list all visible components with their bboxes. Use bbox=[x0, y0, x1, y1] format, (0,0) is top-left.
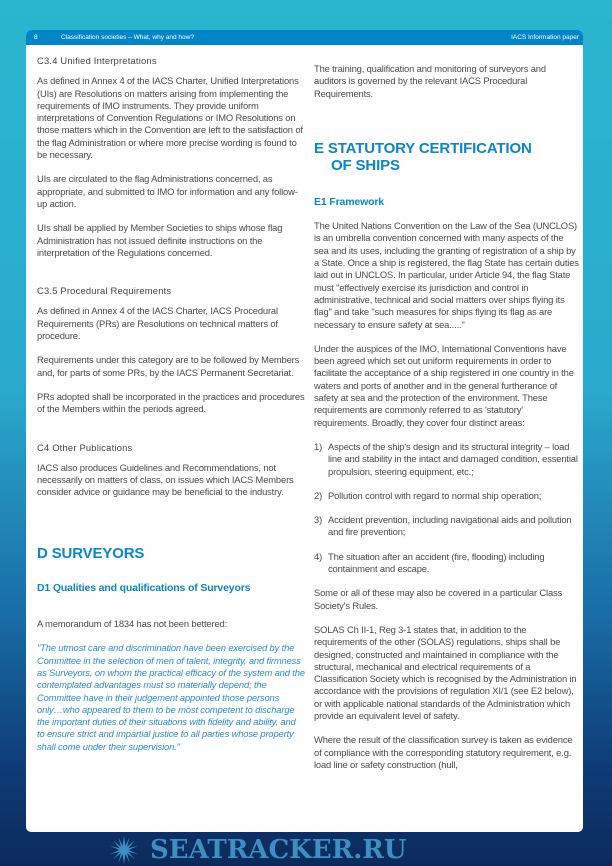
heading-e-line1: E STATUTORY CERTIFICATION bbox=[314, 139, 532, 157]
paragraph: UIs are circulated to the flag Administrations concerned, as appropriate, and submitted to IMO for information and any follow-up action. bbox=[37, 173, 298, 209]
list-text: Pollution control with regard to normal ship operation; bbox=[328, 489, 542, 501]
paragraph: The United Nations Convention on the Law of the Sea (UNCLOS) is an umbrella convention concerned with many aspects of the sea and its uses, including the granting of registration of a ship by a State. Once a ship is registered, the flag State has certain duties laid out in UNCLOS. In particular, under Article 94, the flag State must "effectively exercise its jurisdiction and control in administrative, technical and social matters over ships flying its flag" and take "such measures for ships flying its flag as are necessary to ensure safety at sea....." bbox=[314, 220, 579, 330]
watermark bbox=[0, 834, 612, 866]
left-column bbox=[37, 45, 305, 783]
document-page bbox=[26, 30, 583, 832]
list-number: 2) bbox=[314, 489, 323, 501]
header-publication: IACS Information paper bbox=[511, 34, 579, 41]
page-number: 8 bbox=[34, 34, 38, 41]
quote: "The utmost care and discrimination have been exercised by the Committee in the selection of men of talent, integrity, and firmness as Surveyors, on whom the practical efficacy of the system and the contemplated advantages must so materially depend; the Committee have in their judgement appointed those persons only…who appeared to them to be most competent to discharge the important duties of their situations with fidelity and ability, and to ensure strict and impartial justice to all parties whose property shall come under their supervision." bbox=[37, 642, 305, 752]
paragraph: As defined in Annex 4 of the IACS Charter, IACS Procedural Requirements (PRs) are Resolutions on technical matters of procedure. bbox=[37, 305, 278, 342]
paragraph: SOLAS Ch II-1, Reg 3-1 states that, in addition to the requirements of the other (SOLAS) regulations, ships shall be designed, constructed and maintained in compliance with the structural, mechanical and electrical requirements of a Classification Society which is recognised by the Administration in accordance with the provisions of regulation XI/1 (see E2 below), or with applicable national standards of the Administration which provide an equivalent level of safety. bbox=[314, 623, 577, 721]
two-column-body bbox=[26, 45, 583, 783]
paragraph: Some or all of these may also be covered in a particular Class Society's Rules. bbox=[314, 587, 563, 611]
starburst-icon bbox=[110, 836, 138, 864]
list-item bbox=[314, 441, 580, 478]
heading-c4: C4 Other Publications bbox=[37, 441, 133, 453]
heading-d1: D1 Qualities and qualifications of Surveyors bbox=[37, 581, 251, 594]
running-header bbox=[26, 30, 583, 45]
heading-c3-4: C3.4 Unified Interpretations bbox=[37, 55, 157, 66]
list-text: The situation after an accident (fire, flooding) including containment and escape. bbox=[328, 550, 545, 575]
list-number: 3) bbox=[314, 514, 323, 526]
heading-e1: E1 Framework bbox=[314, 195, 384, 208]
list-number: 4) bbox=[314, 550, 323, 562]
header-title: Classification societies – What, why and how? bbox=[61, 34, 194, 41]
paragraph: IACS also produces Guidelines and Recommendations, not necessarily on matters of class, on issues which IACS Members consider advice or guidance may be beneficial to the industry. bbox=[37, 461, 294, 498]
watermark-text: SEATRACKER.RU bbox=[150, 835, 407, 865]
paragraph: Under the auspices of the IMO, International Conventions have been agreed which set out uniform requirements in order to facilitate the acceptance of a ship registered in one country in the waters and ports of another and in the general furtherance of safety at sea and the protection of the environment. These requirements are commonly referred to as 'statutory' requirements. Broadly, they cover four distinct areas: bbox=[314, 342, 574, 428]
paragraph: Where the result of the classification survey is taken as evidence of compliance with the corresponding statutory requirement, e.g. load line or safety construction (hull, bbox=[314, 734, 573, 770]
paragraph: As defined in Annex 4 of the IACS Charter, Unified Interpretations (UIs) are Resolutions on matters arising from implementing the requirements of IMO instruments. They provide uniform interpretations of Convention Regulations or IMO Resolutions on those matters which in the Convention are left to the satisfaction of the flag Administration or where more precise wording is found to be necessary. bbox=[37, 75, 303, 161]
paragraph: The training, qualification and monitoring of surveyors and auditors is governed by the relevant IACS Procedural Requirements. bbox=[314, 63, 546, 99]
list-item bbox=[314, 490, 580, 502]
heading-c3-5: C3.5 Procedural Requirements bbox=[37, 285, 172, 297]
list-text: Accident prevention, including navigational aids and pollution and fire prevention; bbox=[328, 514, 572, 538]
paragraph: A memorandum of 1834 has not been bettered: bbox=[37, 618, 228, 630]
heading-d-surveyors: D SURVEYORS bbox=[37, 544, 145, 562]
paragraph: Requirements under this category are to be followed by Members and, for parts of some PRs, by the IACS Permanent Secretariat. bbox=[37, 354, 300, 378]
right-column bbox=[314, 45, 580, 783]
list-item bbox=[314, 551, 580, 576]
heading-e-line2: OF SHIPS bbox=[331, 156, 400, 174]
paragraph: PRs adopted shall be incorporated in the practices and procedures of the Members within the periods agreed. bbox=[37, 390, 305, 415]
list-item bbox=[314, 514, 580, 539]
list-text: Aspects of the ship's design and its structural integrity – load line and stability in the intact and damaged condition, essential propulsion, steering equipment, etc.; bbox=[328, 440, 578, 477]
list-number: 1) bbox=[314, 440, 323, 452]
paragraph: UIs shall be applied by Member Societies to ships whose flag Administration has not issued definite instructions on the interpretation of the Regulations concerned. bbox=[37, 222, 283, 258]
